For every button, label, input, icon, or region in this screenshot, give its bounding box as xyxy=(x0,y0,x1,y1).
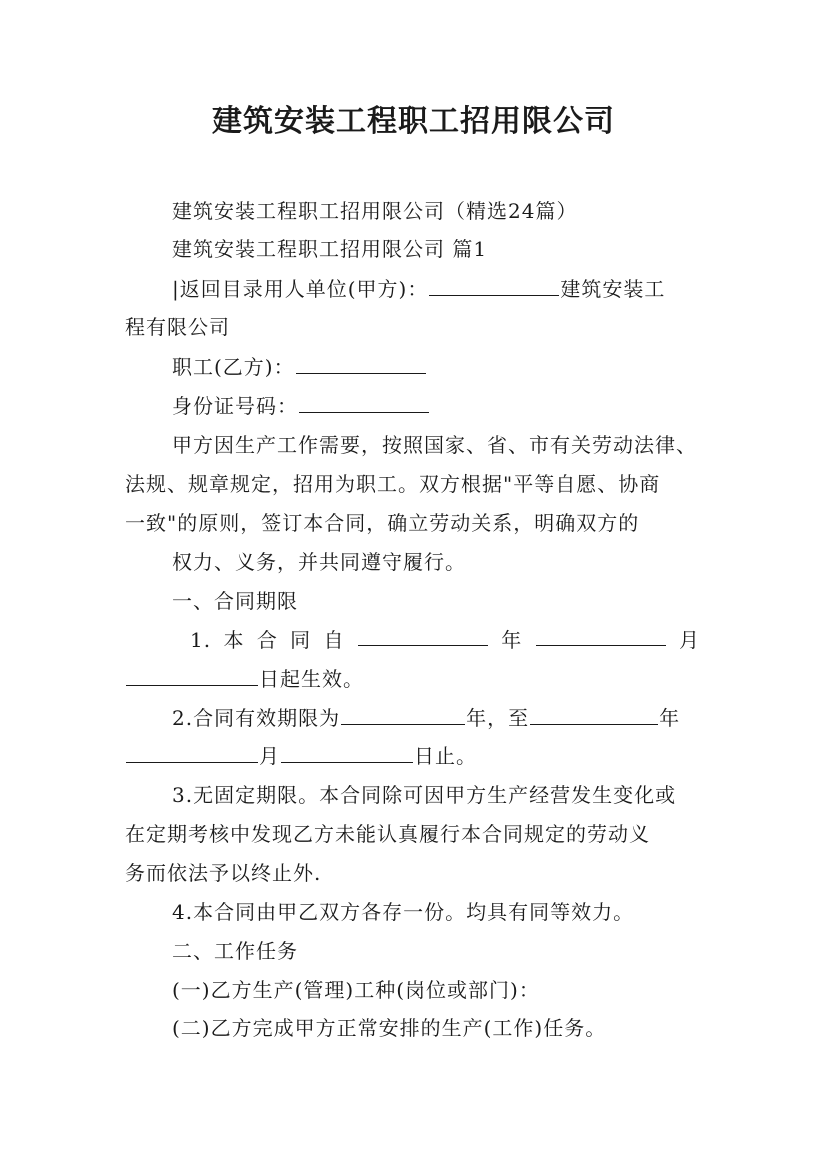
section1-heading: 一、合同期限 xyxy=(172,589,298,613)
section2-item2: (二)乙方完成甲方正常安排的生产(工作)任务。 xyxy=(172,1016,607,1040)
employee-blank[interactable] xyxy=(296,353,426,374)
item1-char: 1. xyxy=(190,628,212,652)
employer-blank[interactable] xyxy=(429,275,559,296)
item2-month: 月 xyxy=(259,744,280,768)
item2-year: 年，至 xyxy=(466,706,530,730)
item1-cont xyxy=(125,664,364,694)
item1-char: 自 xyxy=(323,628,345,652)
section2-heading: 二、工作任务 xyxy=(172,939,298,963)
document-title: 建筑安装工程职工招用限公司 xyxy=(212,104,615,139)
item2-prefix: 2.合同有效期限为 xyxy=(172,706,341,730)
employee-line xyxy=(172,352,427,382)
term-year-blank[interactable] xyxy=(341,704,465,725)
employer-line xyxy=(172,274,665,304)
section-heading: 建筑安装工程职工招用限公司 篇1 xyxy=(172,237,488,261)
item1-cont-text: 日起生效。 xyxy=(259,667,364,691)
end-blank-2[interactable] xyxy=(281,742,413,763)
item1-line xyxy=(190,625,700,655)
item2-line xyxy=(172,703,680,733)
intro-line-2: 法规、规章规定，招用为职工。双方根据"平等自愿、协商 xyxy=(125,472,661,496)
start-month-blank[interactable] xyxy=(536,625,666,646)
id-blank[interactable] xyxy=(299,392,429,413)
item3-line-1: 3.无固定期限。本合同除可因甲方生产经营发生变化或 xyxy=(172,783,677,807)
employer-prefix: |返回目录用人单位(甲方)： xyxy=(172,277,429,301)
item3-line-2: 在定期考核中发现乙方未能认真履行本合同规定的劳动义 xyxy=(125,822,650,846)
item1-month: 月 xyxy=(678,628,700,652)
item1-char: 同 xyxy=(290,628,312,652)
item3-line-3: 务而依法予以终止外. xyxy=(125,861,322,885)
end-blank-1[interactable] xyxy=(126,742,258,763)
item4: 4.本合同由甲乙双方各存一份。均具有同等效力。 xyxy=(172,900,635,924)
employer-cont: 程有限公司 xyxy=(125,315,230,339)
section2-item1: (一)乙方生产(管理)工种(岗位或部门)： xyxy=(172,978,540,1002)
item1-char: 合 xyxy=(256,628,278,652)
intro-line-3: 一致"的原则，签订本合同，确立劳动关系，明确双方的 xyxy=(125,511,640,535)
start-day-blank[interactable] xyxy=(126,665,258,686)
item1-char: 本 xyxy=(223,628,245,652)
employer-suffix: 建筑安装工 xyxy=(560,277,666,301)
intro-line-4: 权力、义务，并共同遵守履行。 xyxy=(172,550,466,574)
subtitle: 建筑安装工程职工招用限公司（精选24篇） xyxy=(172,199,578,223)
item2-cont xyxy=(125,741,477,771)
intro-line-1: 甲方因生产工作需要，按照国家、省、市有关劳动法律、 xyxy=(172,433,697,457)
id-line xyxy=(172,391,430,421)
item2-year2: 年 xyxy=(659,706,681,730)
employee-label: 职工(乙方)： xyxy=(172,355,295,379)
item2-day-end: 日止。 xyxy=(414,744,477,768)
start-year-blank[interactable] xyxy=(358,625,488,646)
item1-year: 年 xyxy=(501,628,523,652)
id-label: 身份证号码： xyxy=(172,394,298,418)
end-year-blank[interactable] xyxy=(530,704,658,725)
